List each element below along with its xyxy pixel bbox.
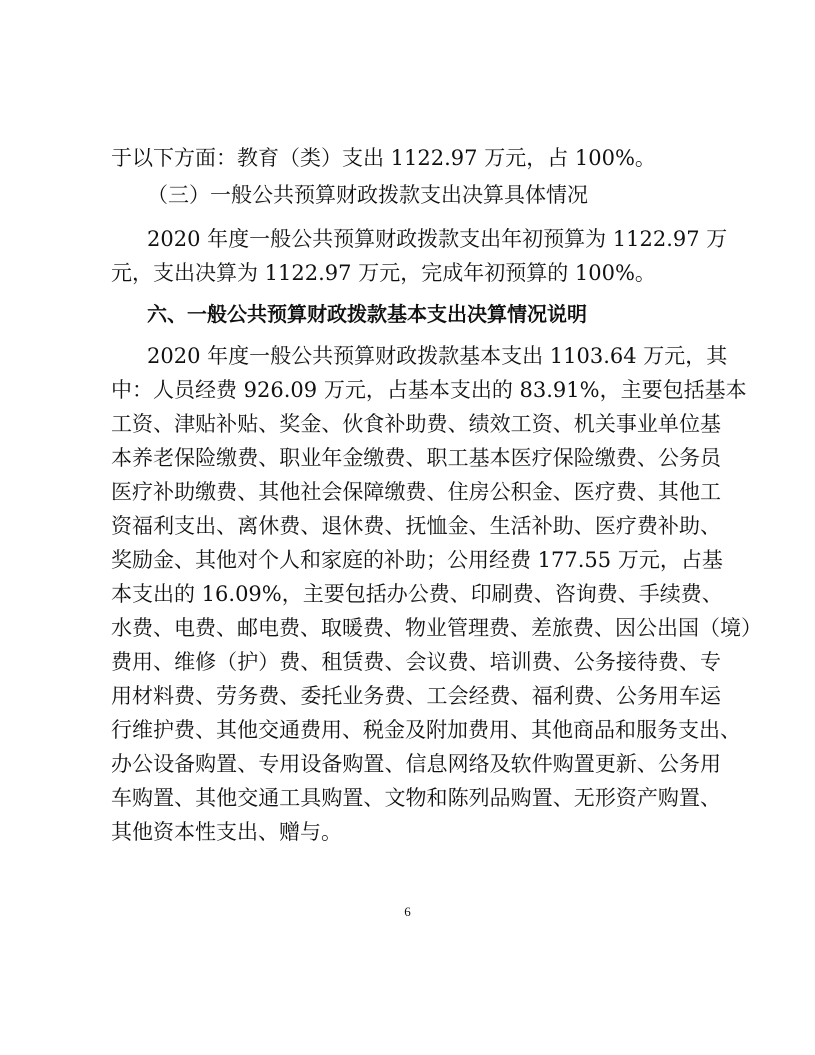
text-line: 行维护费、其他交通费用、税金及附加费用、其他商品和服务支出、	[111, 718, 741, 742]
text-line: 2020 年度一般公共预算财政拨款基本支出 1103.64 万元，其	[147, 344, 728, 368]
text-line: 奖励金、其他对个人和家庭的补助；公用经费 177.55 万元，占基	[111, 548, 723, 572]
text-line: 车购置、其他交通工具购置、文物和陈列品购置、无形资产购置、	[111, 786, 721, 810]
section-heading: 六、一般公共预算财政拨款基本支出决算情况说明	[147, 302, 587, 326]
text-line: 其他资本性支出、赠与。	[111, 820, 342, 844]
text-line: 资福利支出、离休费、退休费、抚恤金、生活补助、医疗费补助、	[111, 514, 721, 538]
text-line: 医疗补助缴费、其他社会保障缴费、住房公积金、医疗费、其他工	[111, 480, 721, 504]
text-line: 费用、维修（护）费、租赁费、会议费、培训费、公务接待费、专	[111, 650, 721, 674]
page-number: 6	[404, 904, 411, 919]
text-line: 于以下方面：教育（类）支出 1122.97 万元，占 100%。	[111, 146, 656, 170]
text-line: 办公设备购置、专用设备购置、信息网络及软件购置更新、公务用	[111, 752, 721, 776]
subsection-heading: （三）一般公共预算财政拨款支出决算具体情况	[147, 183, 588, 207]
text-line: 中：人员经费 926.09 万元，占基本支出的 83.91%，主要包括基本	[111, 378, 747, 402]
text-line: 工资、津贴补贴、奖金、伙食补助费、绩效工资、机关事业单位基	[111, 412, 721, 436]
text-line: 本养老保险缴费、职业年金缴费、职工基本医疗保险缴费、公务员	[111, 446, 721, 470]
text-line: 元，支出决算为 1122.97 万元，完成年初预算的 100%。	[111, 261, 656, 285]
text-line: 水费、电费、邮电费、取暖费、物业管理费、差旅费、因公出国（境）	[111, 616, 762, 640]
text-line: 2020 年度一般公共预算财政拨款支出年初预算为 1122.97 万	[147, 227, 728, 251]
text-line: 本支出的 16.09%，主要包括办公费、印刷费、咨询费、手续费、	[111, 582, 723, 606]
text-line: 用材料费、劳务费、委托业务费、工会经费、福利费、公务用车运	[111, 684, 721, 708]
